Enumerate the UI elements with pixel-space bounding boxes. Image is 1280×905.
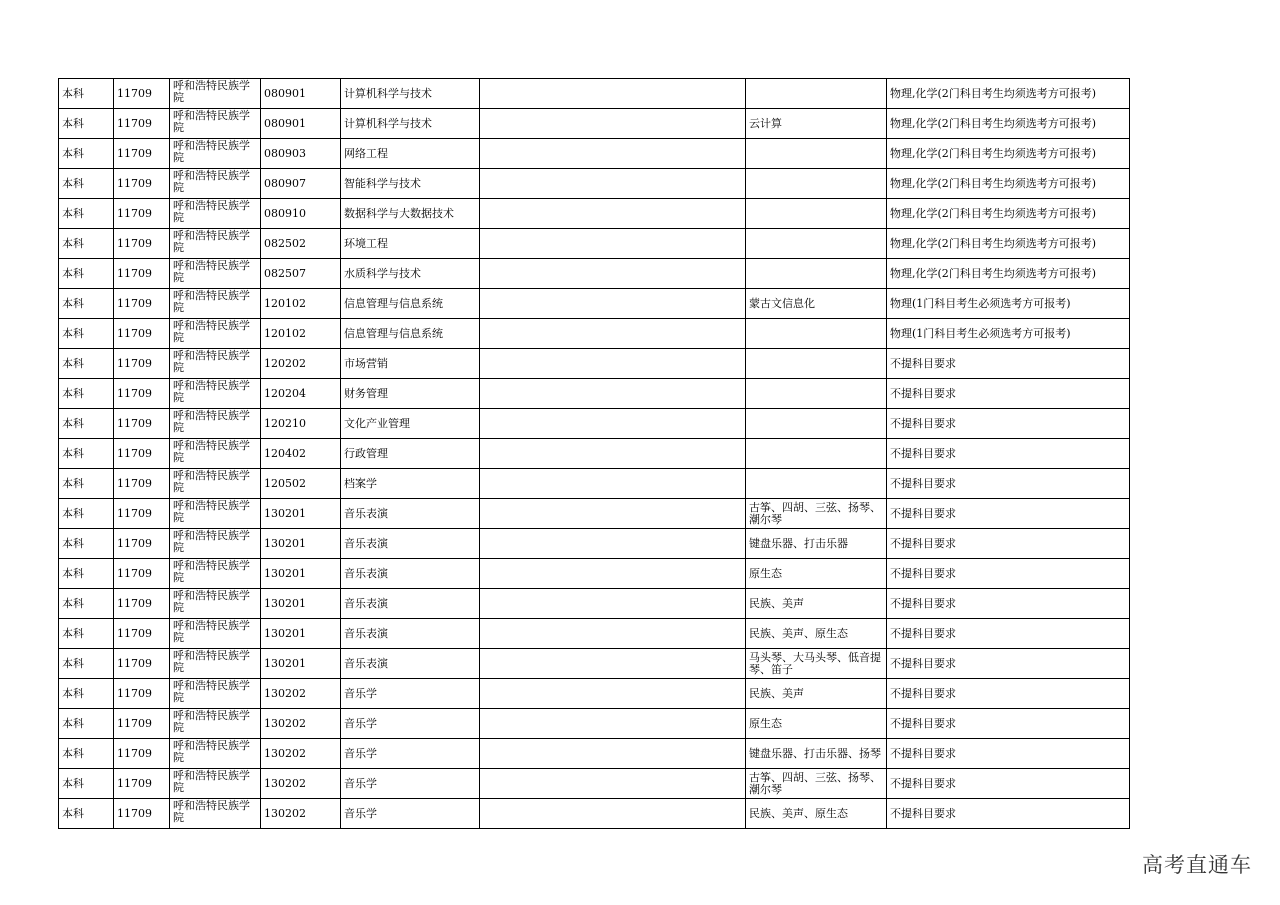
school-name-cell: 呼和浩特民族学院 [170,589,261,619]
subject-requirement-cell: 不提科目要求 [887,349,1130,379]
major-name-cell: 计算机科学与技术 [341,79,480,109]
direction-cell [746,349,887,379]
subject-requirement-cell: 不提科目要求 [887,529,1130,559]
school-name-cell: 呼和浩特民族学院 [170,799,261,829]
subject-requirement-cell: 不提科目要求 [887,649,1130,679]
direction-cell: 古筝、四胡、三弦、扬琴、潮尔琴 [746,769,887,799]
subject-requirement-cell: 不提科目要求 [887,409,1130,439]
major-code-cell: 120102 [261,319,341,349]
major-code-cell: 130201 [261,499,341,529]
note-cell [480,529,746,559]
major-name-cell: 数据科学与大数据技术 [341,199,480,229]
major-name-cell: 音乐学 [341,739,480,769]
note-cell [480,79,746,109]
major-name-cell: 音乐表演 [341,499,480,529]
note-cell [480,139,746,169]
school-name-cell: 呼和浩特民族学院 [170,769,261,799]
major-code-cell: 130202 [261,679,341,709]
level-cell: 本科 [59,619,114,649]
note-cell [480,739,746,769]
subject-requirement-cell: 不提科目要求 [887,589,1130,619]
school-code-cell: 11709 [114,769,170,799]
major-code-cell: 130202 [261,799,341,829]
subject-requirement-cell: 不提科目要求 [887,499,1130,529]
note-cell [480,499,746,529]
level-cell: 本科 [59,769,114,799]
major-name-cell: 水质科学与技术 [341,259,480,289]
note-cell [480,409,746,439]
major-code-cell: 120210 [261,409,341,439]
direction-cell: 古筝、四胡、三弦、扬琴、潮尔琴 [746,499,887,529]
level-cell: 本科 [59,589,114,619]
direction-cell: 民族、美声 [746,589,887,619]
level-cell: 本科 [59,649,114,679]
school-code-cell: 11709 [114,259,170,289]
level-cell: 本科 [59,709,114,739]
note-cell [480,559,746,589]
level-cell: 本科 [59,199,114,229]
major-code-cell: 130201 [261,649,341,679]
subject-requirement-cell: 不提科目要求 [887,439,1130,469]
school-name-cell: 呼和浩特民族学院 [170,79,261,109]
major-name-cell: 智能科学与技术 [341,169,480,199]
school-name-cell: 呼和浩特民族学院 [170,439,261,469]
level-cell: 本科 [59,169,114,199]
note-cell [480,619,746,649]
subject-requirement-cell: 不提科目要求 [887,709,1130,739]
school-code-cell: 11709 [114,559,170,589]
major-code-cell: 120204 [261,379,341,409]
major-name-cell: 市场营销 [341,349,480,379]
subject-requirement-cell: 物理,化学(2门科目考生均须选考方可报考) [887,79,1130,109]
school-code-cell: 11709 [114,289,170,319]
subject-requirement-cell: 物理,化学(2门科目考生均须选考方可报考) [887,139,1130,169]
major-code-cell: 120102 [261,289,341,319]
school-name-cell: 呼和浩特民族学院 [170,199,261,229]
school-name-cell: 呼和浩特民族学院 [170,259,261,289]
note-cell [480,589,746,619]
direction-cell: 原生态 [746,709,887,739]
major-code-cell: 130202 [261,769,341,799]
subject-requirement-cell: 不提科目要求 [887,619,1130,649]
school-name-cell: 呼和浩特民族学院 [170,109,261,139]
direction-cell [746,259,887,289]
direction-cell [746,409,887,439]
table-row [59,259,1130,289]
school-code-cell: 11709 [114,169,170,199]
subject-requirement-cell: 不提科目要求 [887,379,1130,409]
school-name-cell: 呼和浩特民族学院 [170,499,261,529]
school-code-cell: 11709 [114,319,170,349]
subject-requirement-cell: 物理(1门科目考生必须选考方可报考) [887,289,1130,319]
direction-cell [746,319,887,349]
major-code-cell: 130201 [261,529,341,559]
major-name-cell: 音乐学 [341,799,480,829]
subject-requirement-cell: 物理(1门科目考生必须选考方可报考) [887,319,1130,349]
major-code-cell: 120502 [261,469,341,499]
major-code-cell: 120402 [261,439,341,469]
school-name-cell: 呼和浩特民族学院 [170,709,261,739]
table-row [59,409,1130,439]
major-name-cell: 档案学 [341,469,480,499]
note-cell [480,199,746,229]
note-cell [480,649,746,679]
level-cell: 本科 [59,139,114,169]
major-name-cell: 计算机科学与技术 [341,109,480,139]
school-code-cell: 11709 [114,349,170,379]
table-row [59,289,1130,319]
major-name-cell: 行政管理 [341,439,480,469]
major-name-cell: 信息管理与信息系统 [341,289,480,319]
table-row [59,619,1130,649]
table-row [59,709,1130,739]
major-code-cell: 080903 [261,139,341,169]
school-code-cell: 11709 [114,109,170,139]
table-row [59,349,1130,379]
subject-requirement-cell: 不提科目要求 [887,469,1130,499]
table-row [59,199,1130,229]
subject-requirement-cell: 物理,化学(2门科目考生均须选考方可报考) [887,229,1130,259]
school-name-cell: 呼和浩特民族学院 [170,649,261,679]
major-name-cell: 音乐表演 [341,529,480,559]
major-name-cell: 财务管理 [341,379,480,409]
level-cell: 本科 [59,679,114,709]
subject-requirement-cell: 物理,化学(2门科目考生均须选考方可报考) [887,109,1130,139]
direction-cell: 蒙古文信息化 [746,289,887,319]
major-code-cell: 130201 [261,619,341,649]
direction-cell: 键盘乐器、打击乐器、扬琴 [746,739,887,769]
level-cell: 本科 [59,529,114,559]
major-code-cell: 080907 [261,169,341,199]
table-row [59,529,1130,559]
table-row [59,169,1130,199]
level-cell: 本科 [59,409,114,439]
school-code-cell: 11709 [114,709,170,739]
school-code-cell: 11709 [114,739,170,769]
major-code-cell: 080901 [261,79,341,109]
level-cell: 本科 [59,259,114,289]
level-cell: 本科 [59,799,114,829]
school-code-cell: 11709 [114,379,170,409]
level-cell: 本科 [59,559,114,589]
direction-cell [746,439,887,469]
note-cell [480,709,746,739]
major-name-cell: 文化产业管理 [341,409,480,439]
table-row [59,379,1130,409]
subject-requirement-cell: 不提科目要求 [887,739,1130,769]
enrollment-table [58,78,1130,829]
major-code-cell: 120202 [261,349,341,379]
note-cell [480,469,746,499]
major-code-cell: 080910 [261,199,341,229]
note-cell [480,259,746,289]
subject-requirement-cell: 不提科目要求 [887,769,1130,799]
direction-cell: 马头琴、大马头琴、低音提琴、笛子 [746,649,887,679]
school-name-cell: 呼和浩特民族学院 [170,739,261,769]
note-cell [480,379,746,409]
level-cell: 本科 [59,349,114,379]
school-name-cell: 呼和浩特民族学院 [170,469,261,499]
direction-cell [746,79,887,109]
direction-cell [746,469,887,499]
major-code-cell: 130201 [261,589,341,619]
note-cell [480,799,746,829]
major-code-cell: 082502 [261,229,341,259]
table-row [59,799,1130,829]
table-row [59,769,1130,799]
level-cell: 本科 [59,739,114,769]
table-row [59,229,1130,259]
school-code-cell: 11709 [114,499,170,529]
school-code-cell: 11709 [114,619,170,649]
school-name-cell: 呼和浩特民族学院 [170,679,261,709]
table-row [59,469,1130,499]
direction-cell: 民族、美声、原生态 [746,619,887,649]
level-cell: 本科 [59,229,114,259]
subject-requirement-cell: 物理,化学(2门科目考生均须选考方可报考) [887,199,1130,229]
subject-requirement-cell: 不提科目要求 [887,799,1130,829]
level-cell: 本科 [59,499,114,529]
note-cell [480,229,746,259]
school-code-cell: 11709 [114,679,170,709]
major-code-cell: 130202 [261,739,341,769]
table-row [59,739,1130,769]
table-row [59,319,1130,349]
major-name-cell: 音乐学 [341,769,480,799]
school-name-cell: 呼和浩特民族学院 [170,169,261,199]
school-name-cell: 呼和浩特民族学院 [170,349,261,379]
level-cell: 本科 [59,289,114,319]
school-code-cell: 11709 [114,229,170,259]
subject-requirement-cell: 不提科目要求 [887,559,1130,589]
major-name-cell: 环境工程 [341,229,480,259]
note-cell [480,169,746,199]
level-cell: 本科 [59,469,114,499]
note-cell [480,319,746,349]
direction-cell [746,379,887,409]
school-name-cell: 呼和浩特民族学院 [170,319,261,349]
school-code-cell: 11709 [114,139,170,169]
direction-cell: 民族、美声、原生态 [746,799,887,829]
school-code-cell: 11709 [114,649,170,679]
table-body [59,79,1130,829]
school-name-cell: 呼和浩特民族学院 [170,289,261,319]
table-row [59,499,1130,529]
school-name-cell: 呼和浩特民族学院 [170,409,261,439]
table-row [59,439,1130,469]
table-row [59,139,1130,169]
school-code-cell: 11709 [114,199,170,229]
school-code-cell: 11709 [114,409,170,439]
major-name-cell: 信息管理与信息系统 [341,319,480,349]
subject-requirement-cell: 不提科目要求 [887,679,1130,709]
subject-requirement-cell: 物理,化学(2门科目考生均须选考方可报考) [887,259,1130,289]
table-row [59,559,1130,589]
direction-cell: 民族、美声 [746,679,887,709]
school-code-cell: 11709 [114,469,170,499]
major-name-cell: 音乐学 [341,679,480,709]
school-name-cell: 呼和浩特民族学院 [170,619,261,649]
school-name-cell: 呼和浩特民族学院 [170,529,261,559]
major-code-cell: 130201 [261,559,341,589]
major-name-cell: 音乐表演 [341,649,480,679]
school-code-cell: 11709 [114,529,170,559]
direction-cell [746,169,887,199]
note-cell [480,439,746,469]
direction-cell: 原生态 [746,559,887,589]
level-cell: 本科 [59,439,114,469]
school-name-cell: 呼和浩特民族学院 [170,379,261,409]
direction-cell [746,199,887,229]
major-name-cell: 音乐表演 [341,619,480,649]
watermark-text: 高考直通车 [1142,853,1252,877]
table-row [59,649,1130,679]
major-name-cell: 音乐表演 [341,559,480,589]
level-cell: 本科 [59,319,114,349]
major-code-cell: 082507 [261,259,341,289]
note-cell [480,289,746,319]
school-name-cell: 呼和浩特民族学院 [170,229,261,259]
note-cell [480,769,746,799]
level-cell: 本科 [59,79,114,109]
major-name-cell: 音乐学 [341,709,480,739]
table-row [59,679,1130,709]
direction-cell: 键盘乐器、打击乐器 [746,529,887,559]
note-cell [480,679,746,709]
direction-cell: 云计算 [746,109,887,139]
level-cell: 本科 [59,379,114,409]
school-name-cell: 呼和浩特民族学院 [170,139,261,169]
school-code-cell: 11709 [114,799,170,829]
school-name-cell: 呼和浩特民族学院 [170,559,261,589]
school-code-cell: 11709 [114,589,170,619]
direction-cell [746,139,887,169]
table-row [59,109,1130,139]
direction-cell [746,229,887,259]
school-code-cell: 11709 [114,79,170,109]
major-code-cell: 080901 [261,109,341,139]
major-code-cell: 130202 [261,709,341,739]
subject-requirement-cell: 物理,化学(2门科目考生均须选考方可报考) [887,169,1130,199]
school-code-cell: 11709 [114,439,170,469]
level-cell: 本科 [59,109,114,139]
note-cell [480,349,746,379]
major-name-cell: 网络工程 [341,139,480,169]
note-cell [480,109,746,139]
table-row [59,589,1130,619]
table-row [59,79,1130,109]
major-name-cell: 音乐表演 [341,589,480,619]
